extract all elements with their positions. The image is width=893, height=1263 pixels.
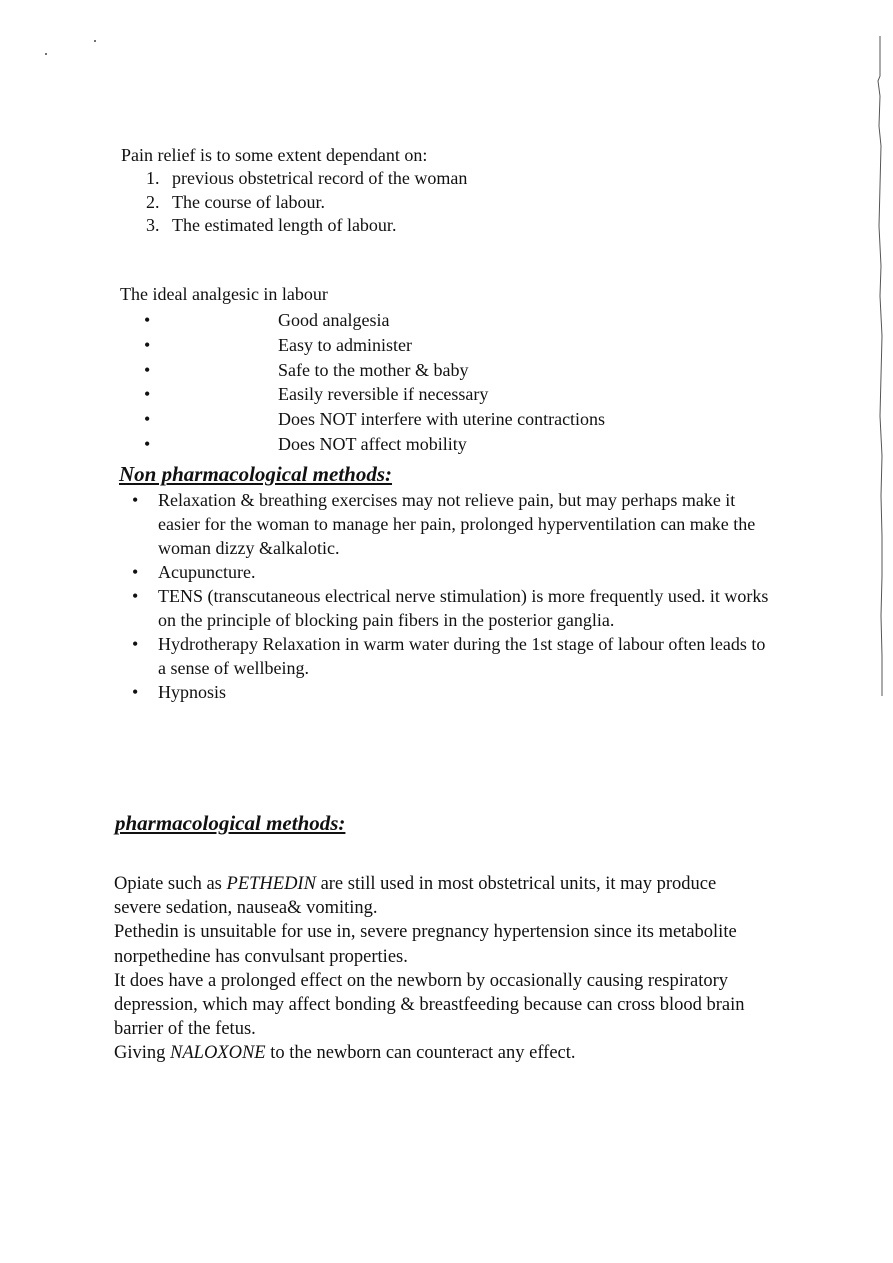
intro-title: Pain relief is to some extent dependant on: (121, 145, 428, 165)
paragraph: Giving NALOXONE to the newborn can counteract any effect. (114, 1043, 576, 1064)
list-item: • Easy to administer (140, 333, 605, 358)
bullet-icon: • (144, 334, 151, 355)
bullet-icon: • (132, 634, 139, 654)
ideal-analgesic-list (140, 308, 605, 457)
paragraph: Pethedin is unsuitable for use in, severe pregnancy hypertension since its metabolite norpethedine has convulsant properties. (114, 922, 737, 967)
non-pharmacological-heading: Non pharmacological methods: (119, 462, 393, 486)
list-item: 2. The course of labour. (146, 191, 325, 212)
drug-name: PETHEDIN (226, 874, 316, 894)
bullet-icon: • (132, 490, 139, 510)
non-pharmacological-list (130, 488, 770, 704)
pharmacological-body (114, 872, 754, 1066)
ideal-analgesic-title: The ideal analgesic in labour (120, 284, 328, 304)
bullet-icon: • (144, 409, 151, 430)
intro-numbered-list (146, 167, 467, 238)
list-item: • Easily reversible if necessary (140, 382, 605, 407)
bullet-icon: • (132, 682, 139, 702)
list-item: • Good analgesia (140, 308, 605, 333)
bullet-icon: • (144, 310, 151, 330)
bullet-icon: • (144, 433, 151, 454)
paragraph: It does have a prolonged effect on the newborn by occasionally causing respiratory depression, which may affect bonding & breastfeeding because can cross blood brain barrier of the fetus. (114, 970, 745, 1040)
scan-speck (45, 53, 47, 55)
scan-speck (94, 40, 96, 42)
list-item: • Hydrotherapy Relaxation in warm water during the 1st stage of labour often leads to a sense of wellbeing. (132, 634, 766, 678)
drug-name: NALOXONE (170, 1043, 266, 1064)
bullet-icon: • (144, 359, 151, 380)
paragraph: Opiate such as PETHEDIN are still used in most obstetrical units, it may produce severe sedation, nausea& vomiting. (114, 874, 717, 919)
list-item: • Acupuncture. (132, 562, 256, 582)
list-item: • Does NOT affect mobility (140, 432, 605, 457)
list-item: • Does NOT interfere with uterine contractions (140, 407, 605, 432)
scan-edge-artifact (877, 36, 883, 696)
list-item: • Relaxation & breathing exercises may not relieve pain, but may perhaps make it easier for the woman to manage her pain, prolonged hyperventilation can make the woman dizzy &alkalotic. (132, 490, 756, 558)
bullet-icon: • (144, 384, 151, 405)
list-item: 1. previous obstetrical record of the woman (146, 168, 468, 188)
bullet-icon: • (132, 562, 139, 582)
list-item: 3. The estimated length of labour. (146, 215, 397, 235)
bullet-icon: • (132, 586, 139, 606)
list-item: • Hypnosis (132, 682, 227, 702)
pharmacological-heading: pharmacological methods: (115, 811, 346, 835)
list-item: • TENS (transcutaneous electrical nerve stimulation) is more frequently used. it works on the principle of blocking pain fibers in the posterior ganglia. (132, 586, 769, 630)
list-item: • Safe to the mother & baby (140, 358, 605, 383)
